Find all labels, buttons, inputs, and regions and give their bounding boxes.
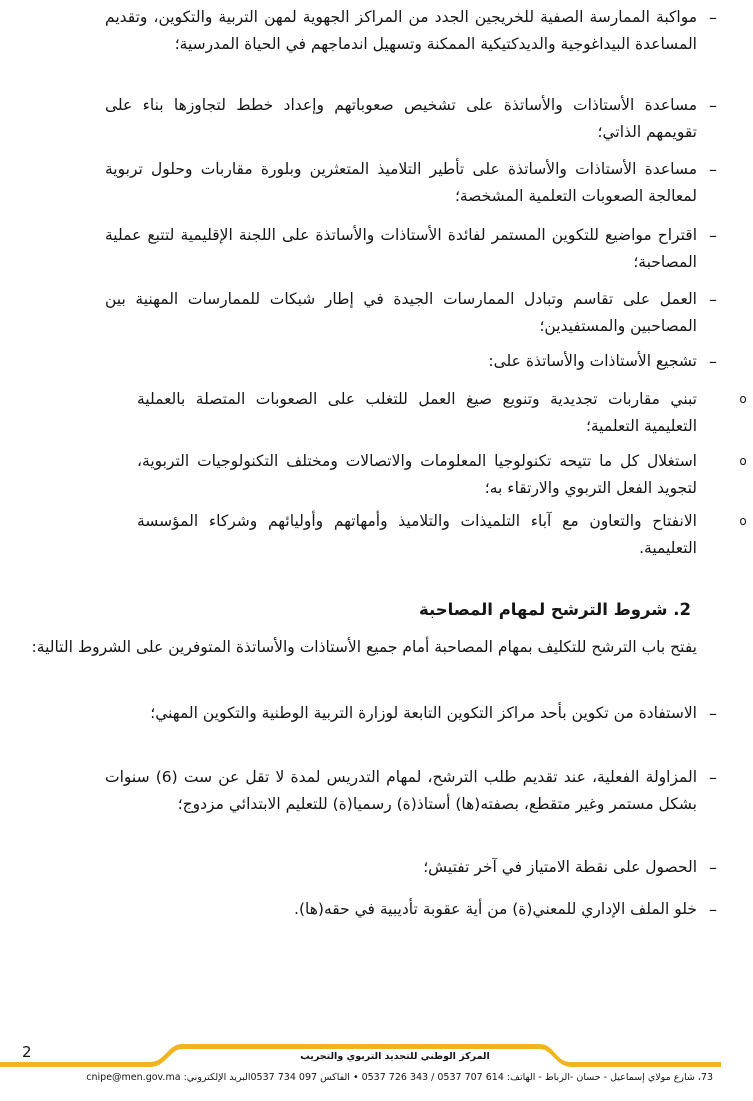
dash-bullet: –	[709, 858, 717, 877]
footer-address-text: 73، شارع مولاي إسماعيل - حسان -الرباط - الهاتف: 614 707 0537 / 343 726 0537 • الفاكس 097 734 0537البريد الإلكتروني:	[183, 1072, 713, 1083]
list-item-text: اقتراح مواضيع للتكوين المستمر لفائدة الأستاذات والأساتذة على اللجنة الإقليمية لتتبع عملية المصاحبة؛	[105, 226, 697, 271]
dash-bullet: –	[709, 160, 717, 179]
section-title: شروط الترشح لمهام المصاحبة	[418, 600, 668, 619]
dash-bullet: –	[709, 96, 717, 115]
section-heading	[419, 600, 691, 619]
sub-list-item-text: استغلال كل ما تتيحه تكنولوجيا المعلومات والاتصالات ومختلف التكنولوجيات التربوية، لتجويد الفعل التربوي والارتقاء به؛	[137, 452, 697, 497]
list-item	[105, 92, 717, 146]
footer-address	[8, 1072, 713, 1083]
condition-item	[105, 896, 717, 923]
list-item	[105, 4, 717, 58]
list-item-text: تشجيع الأستاذات والأساتذة على:	[488, 352, 697, 370]
circle-bullet: o	[739, 454, 747, 468]
sub-list-item	[137, 386, 747, 440]
circle-bullet: o	[739, 392, 747, 406]
dash-bullet: –	[709, 768, 717, 787]
list-item-text: مواكبة الممارسة الصفية للخريجين الجدد من المراكز الجهوية لمهن التربية والتكوين، وتقديم المساعدة البيداغوجية والديدكتيكية الممكنة وتسهيل اندماجهم في الحياة المدرسية؛	[105, 8, 697, 53]
sub-list-item	[137, 508, 747, 562]
list-item	[105, 348, 717, 375]
condition-item	[105, 764, 717, 818]
sub-list-item-text: تبني مقاربات تجديدية وتنويع صيغ العمل للتغلب على الصعوبات المتصلة بالعملية التعليمية التعلمية؛	[137, 390, 697, 435]
section-intro: يفتح باب الترشح للتكليف بمهام المصاحبة أمام جميع الأستاذات والأساتذة المتوفرين على الشروط التالية:	[31, 638, 697, 656]
section-number: 2.	[673, 600, 691, 619]
list-item-text: العمل على تقاسم وتبادل الممارسات الجيدة في إطار شبكات للممارسات المهنية بين المصاحبين والمستفيدين؛	[105, 290, 697, 335]
circle-bullet: o	[739, 514, 747, 528]
dash-bullet: –	[709, 8, 717, 27]
list-item-text: مساعدة الأستاذات والأساتذة على تشخيص صعوباتهم وإعداد خطط لتجاوزها بناء على تقويمهم الذاتي؛	[105, 96, 697, 141]
page-number: 2	[22, 1043, 32, 1061]
list-item	[105, 156, 717, 210]
condition-item	[105, 700, 717, 727]
dash-bullet: –	[709, 900, 717, 919]
dash-bullet: –	[709, 290, 717, 309]
condition-item	[105, 854, 717, 881]
condition-text: خلو الملف الإداري للمعني(ة) من أية عقوبة تأديبية في حقه(ها).	[294, 900, 697, 918]
condition-text: الحصول على نقطة الامتياز في آخر تفتيش؛	[423, 858, 697, 876]
sub-list-item-text: الانفتاح والتعاون مع آباء التلميذات والتلاميذ وأمهاتهم وأوليائهم وشركاء المؤسسة التعليمية.	[137, 512, 697, 557]
condition-text: المزاولة الفعلية، عند تقديم طلب الترشح، لمهام التدريس لمدة لا تقل عن ست (6) سنوات بشكل مستمر وغير متقطع، بصفته(ها) أستاذ(ة) رسميا(ة) للتعليم الابتدائي مزدوج؛	[105, 768, 697, 813]
footer-organization: المركز الوطني للتجديد التربوي والتجريب	[300, 1051, 490, 1062]
list-item	[105, 222, 717, 276]
list-item-text: مساعدة الأستاذات والأساتذة على تأطير التلاميذ المتعثرين وبلورة مقاربات وحلول تربوية لمعالجة الصعوبات التعلمية المشخصة؛	[105, 160, 697, 205]
dash-bullet: –	[709, 704, 717, 723]
dash-bullet: –	[709, 352, 717, 371]
footer-email-link[interactable]: cnipe@men.gov.ma	[86, 1072, 181, 1083]
condition-text: الاستفادة من تكوين بأحد مراكز التكوين التابعة لوزارة التربية الوطنية والتكوين المهني؛	[150, 704, 697, 722]
footer-band	[0, 1040, 721, 1101]
sub-list-item	[137, 448, 747, 502]
list-item	[105, 286, 717, 340]
dash-bullet: –	[709, 226, 717, 245]
